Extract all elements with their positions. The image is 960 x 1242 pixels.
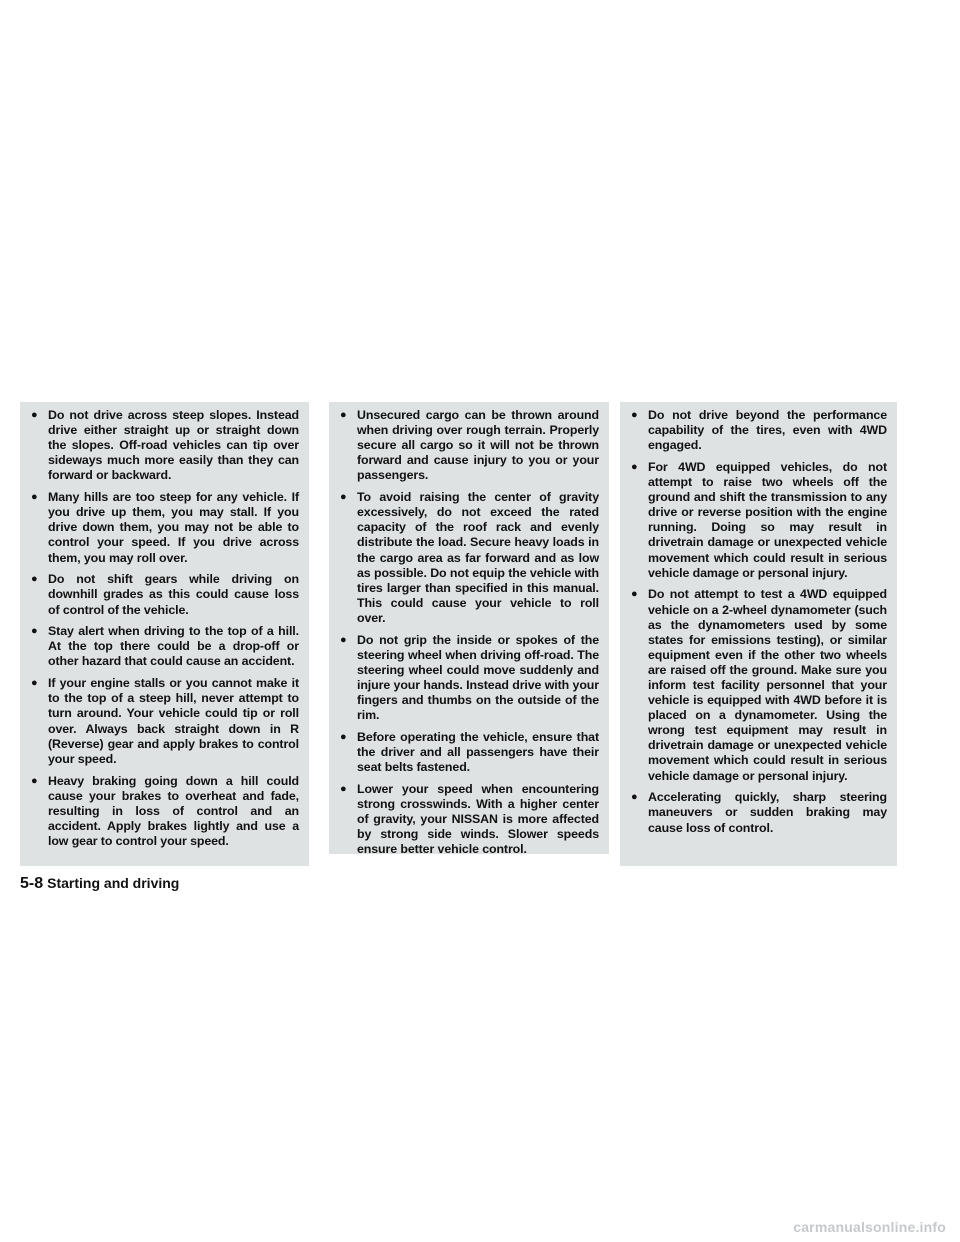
- list-item-text: Accelerating quickly, sharp steering maneuvers or sudden braking may cause loss of control.: [648, 790, 887, 835]
- warning-column-2: [329, 402, 609, 857]
- bullet-icon: ●: [31, 625, 38, 638]
- list-item-text: Do not drive across steep slopes. Instead drive either straight up or straight down the slopes. Off-road vehicles can tip over sideways much more easily than they can forward or backward.: [48, 408, 299, 483]
- list-item: [28, 624, 299, 669]
- page-number: 5-8: [20, 875, 44, 892]
- list-item-text: Many hills are too steep for any vehicle. If you drive up them, you may stall. If you drive down them, you may not be able to control your speed. If you drive across them, you may roll over.: [48, 490, 299, 565]
- bullet-icon: ●: [631, 791, 638, 804]
- bullet-icon: ●: [631, 588, 638, 601]
- section-title: Starting and driving: [47, 875, 180, 891]
- list-item: [28, 676, 299, 767]
- list-item: [28, 774, 299, 849]
- bullet-icon: ●: [340, 782, 347, 795]
- list-item-text: Stay alert when driving to the top of a hill. At the top there could be a drop-off or other hazard that could cause an accident.: [48, 624, 299, 669]
- list-item: [628, 587, 887, 783]
- page-footer: [20, 875, 179, 893]
- list-item-text: Before operating the vehicle, ensure that the driver and all passengers have their seat belts fastened.: [357, 729, 599, 775]
- bullet-icon: ●: [340, 409, 347, 421]
- bullet-icon: ●: [631, 409, 638, 421]
- list-item: [28, 408, 299, 483]
- list-item-text: Lower your speed when encountering strong crosswinds. With a higher center of gravity, your NISSAN is more affected by strong side winds. Slower speeds ensure better vehicle control.: [357, 781, 599, 857]
- list-item: [337, 490, 599, 626]
- bullet-icon: ●: [631, 460, 638, 473]
- bullet-icon: ●: [340, 633, 347, 646]
- list-item-text: Do not drive beyond the performance capability of the tires, even with 4WD engaged.: [648, 408, 887, 453]
- list-item-text: If your engine stalls or you cannot make it to the top of a steep hill, never attempt to turn around. Your vehicle could tip or roll over. Always back straight down in R (Reverse) gear and apply brakes to control your speed.: [48, 676, 299, 766]
- bullet-icon: ●: [31, 491, 38, 504]
- bullet-icon: ●: [340, 491, 347, 504]
- bullet-icon: ●: [31, 409, 38, 421]
- list-item-text: Heavy braking going down a hill could cause your brakes to overheat and fade, resulting in loss of control and an accident. Apply brakes lightly and use a low gear to control your speed.: [48, 773, 299, 848]
- list-item: [628, 408, 887, 453]
- list-item-text: Do not shift gears while driving on downhill grades as this could cause loss of control of the vehicle.: [48, 572, 299, 617]
- bullet-icon: ●: [31, 573, 38, 586]
- warning-column-3: [620, 402, 897, 866]
- list-item-text: Do not attempt to test a 4WD equipped vehicle on a 2-wheel dynamometer (such as the dynamometers used by some states for emissions testing), or similar equipment even if the other two wheels are raised off the ground. Make sure you inform test facility personnel that your vehicle is equipped with 4WD before it is placed on a dynamometer. Using the wrong test equipment may result in drivetrain damage or unexpected vehicle movement which could result in serious vehicle damage or personal injury.: [648, 587, 887, 783]
- list-item: [28, 490, 299, 565]
- bullet-icon: ●: [31, 677, 38, 690]
- bullet-icon: ●: [31, 774, 38, 787]
- warning-column-1: [20, 402, 309, 866]
- list-item: [28, 572, 299, 617]
- list-item: [337, 730, 599, 775]
- list-item: [628, 460, 887, 581]
- watermark[interactable]: carmanualsonline.info: [793, 1219, 946, 1235]
- list-item-text: For 4WD equipped vehicles, do not attempt to raise two wheels off the ground and shift the transmission to any drive or reverse position with the engine running. Doing so may result in drivetrain damage or unexpected vehicle movement which could result in serious vehicle damage or personal injury.: [648, 459, 887, 580]
- list-item: [337, 408, 599, 483]
- list-item: [337, 633, 599, 724]
- bullet-icon: ●: [340, 730, 347, 743]
- list-item: [337, 782, 599, 857]
- list-item-text: Do not grip the inside or spokes of the steering wheel when driving off-road. The steering wheel could move suddenly and injure your hands. Instead drive with your fingers and thumbs on the outside of the rim.: [357, 632, 599, 723]
- list-item-text: Unsecured cargo can be thrown around when driving over rough terrain. Properly secure all cargo so it will not be thrown forward and cause injury to you or your passengers.: [357, 408, 599, 483]
- list-item-text: To avoid raising the center of gravity excessively, do not exceed the rated capacity of the roof rack and evenly distribute the load. Secure heavy loads in the cargo area as far forward and as low as possible. Do not equip the vehicle with tires larger than specified in this manual. This could cause your vehicle to roll over.: [357, 490, 599, 625]
- list-item: [628, 790, 887, 835]
